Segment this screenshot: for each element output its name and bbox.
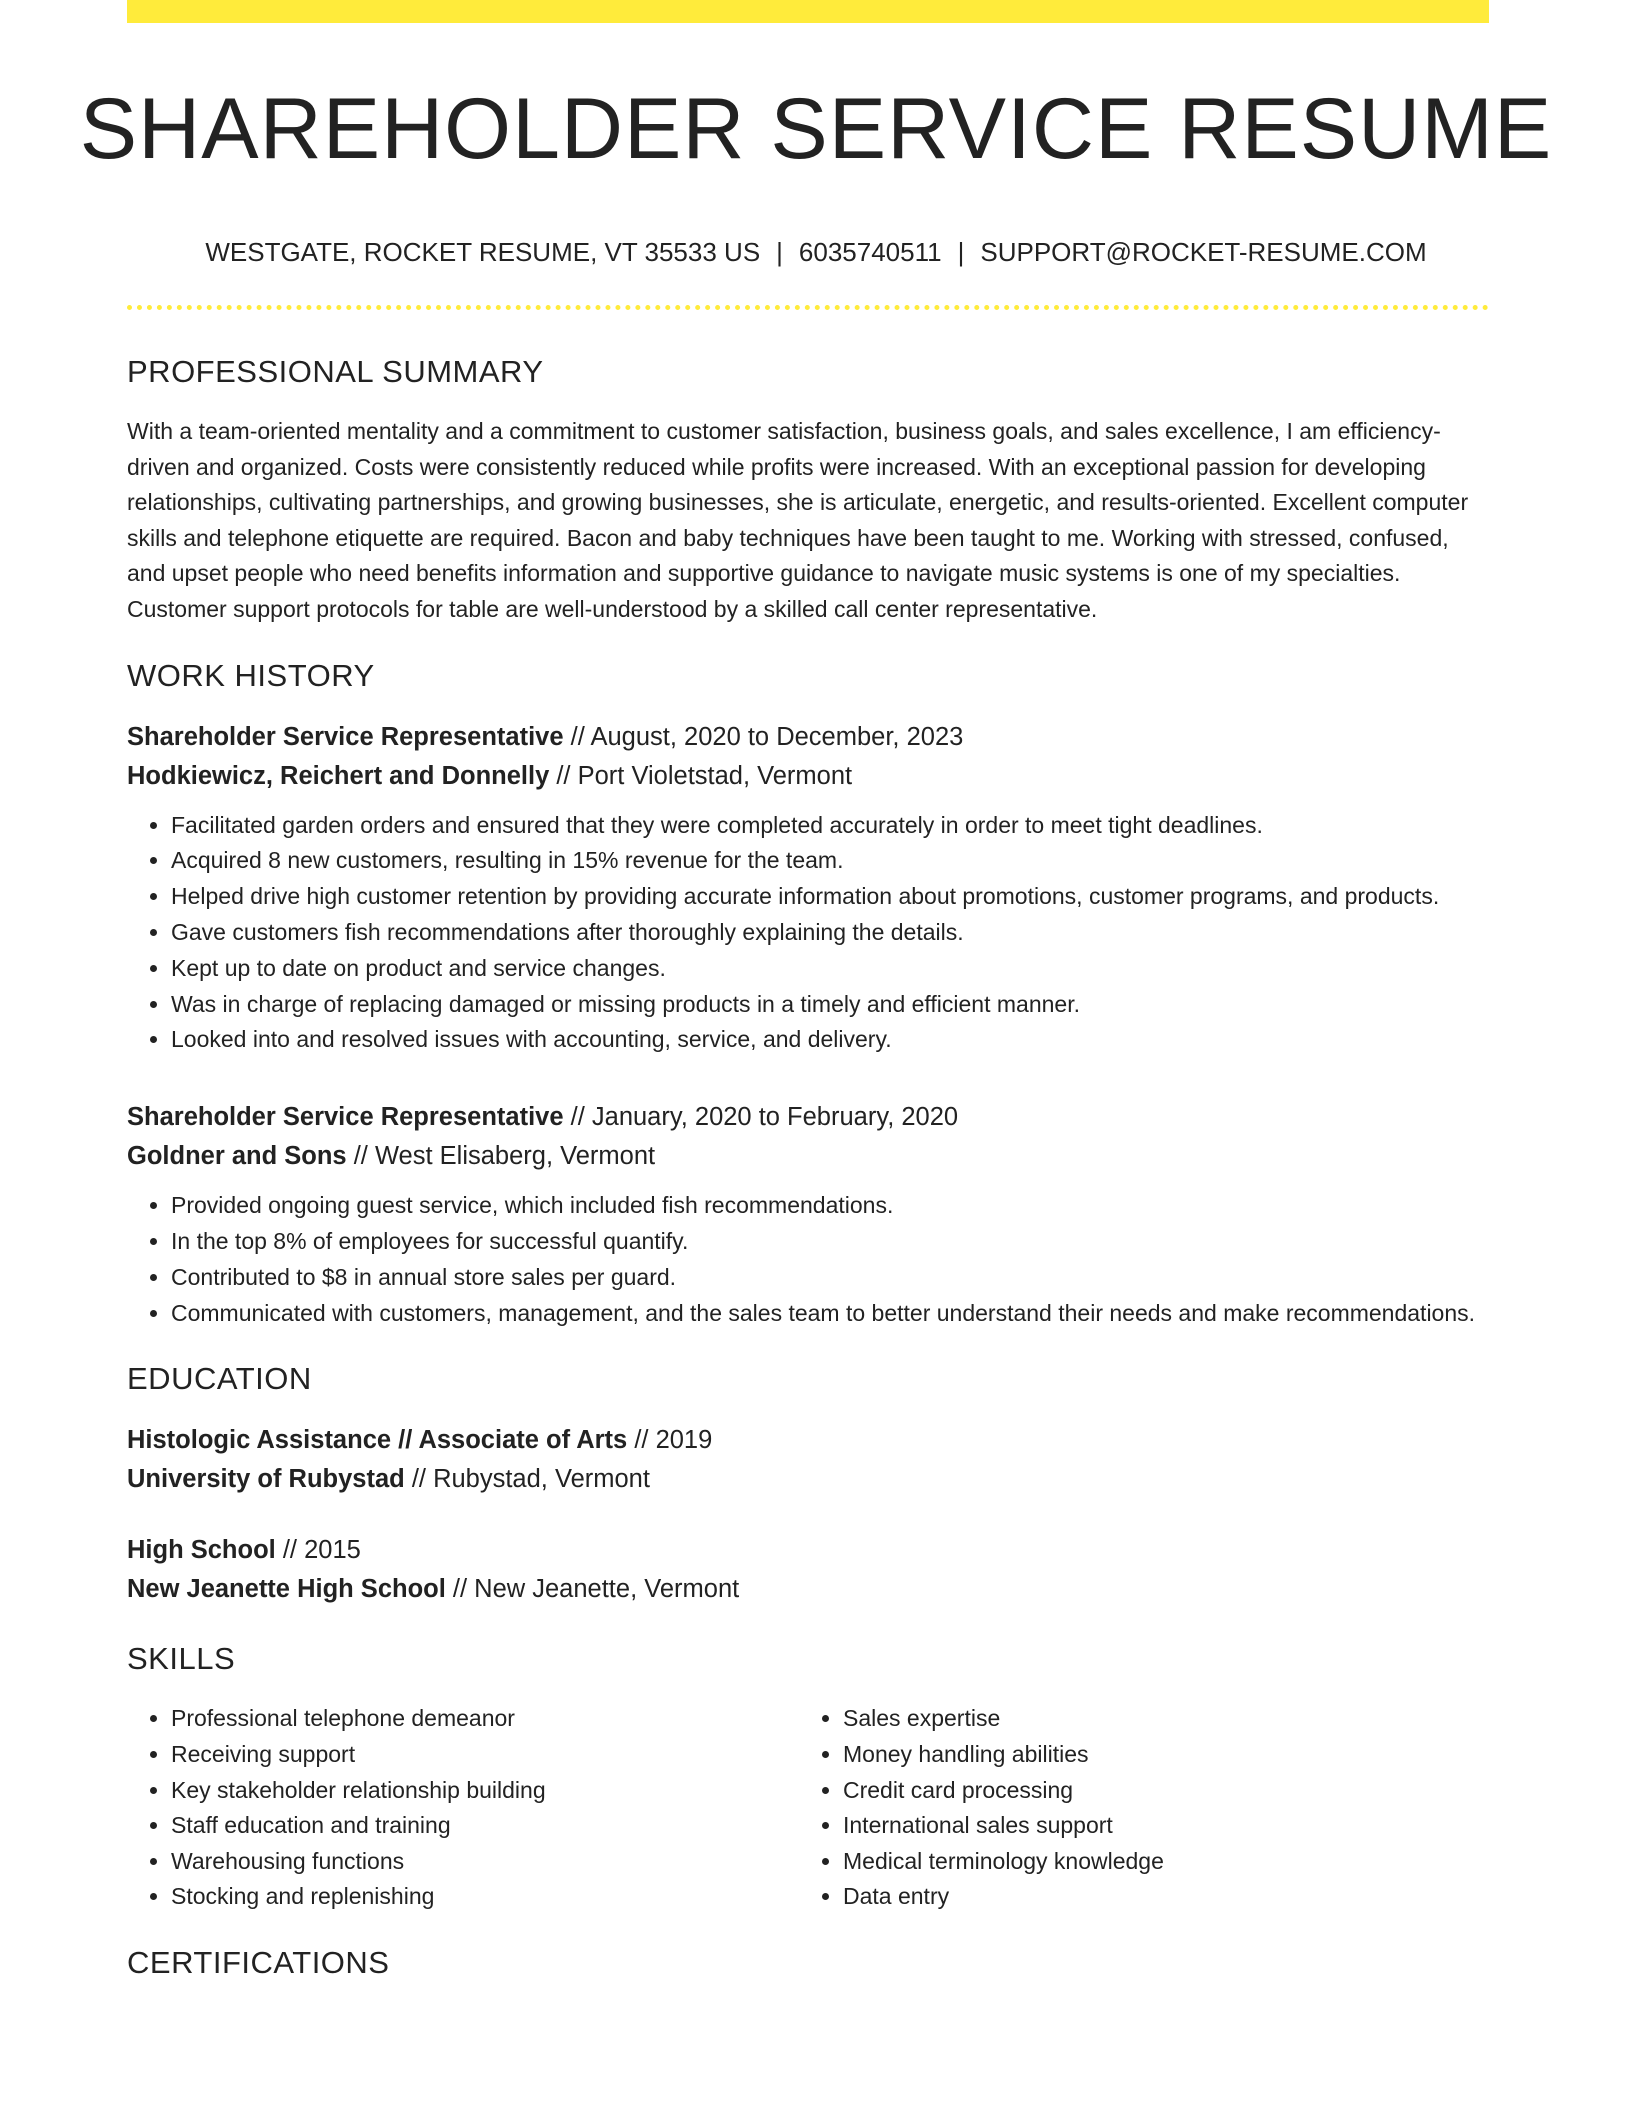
skill-item: • Stocking and replenishing	[171, 1879, 799, 1915]
education-degree: Histologic Assistance // Associate of Arts	[127, 1426, 628, 1455]
summary-text: With a team-oriented mentality and a commitment to customer satisfaction, business goals, and sales excellence, I am efficiency-driven and organized. Costs were consistently reduced while profits were increased. With an exceptional passion for developing relationships, cultivating partnerships, and growing businesses, she is articulate, energetic, and results-oriented. Excellent computer skills and telephone etiquette are required. Bacon and baby techniques have been taught to me. Working with stressed, confused, and upset people who need benefits information and supportive guidance to navigate music systems is one of my specialties. Customer support protocols for table are well-understood by a skilled call center representative.	[127, 418, 1469, 622]
skills-heading: SKILLS	[127, 1641, 236, 1677]
job-bullet: • Facilitated garden orders and ensured that they were completed accurately in order to meet tight deadlines.	[171, 808, 1489, 844]
education-degree: High School	[127, 1536, 276, 1565]
job-company-line	[127, 757, 1489, 796]
skill-item: • Warehousing functions	[171, 1844, 799, 1880]
skills-column-right	[799, 1701, 1471, 1915]
contact-address: WESTGATE, ROCKET RESUME, VT 35533 US	[205, 237, 761, 267]
work-history-heading: WORK HISTORY	[127, 657, 375, 693]
job-company-line	[127, 1137, 1489, 1176]
contact-email: SUPPORT@ROCKET-RESUME.COM	[980, 237, 1427, 267]
education-entry	[127, 1421, 1489, 1499]
job-dates: // August, 2020 to December, 2023	[563, 722, 964, 751]
education-location: // Rubystad, Vermont	[404, 1465, 650, 1494]
job-bullet: • Provided ongoing guest service, which included fish recommendations.	[171, 1188, 1489, 1224]
education-degree-line	[127, 1421, 1489, 1460]
education-year: // 2019	[627, 1426, 713, 1455]
skills-list	[799, 1701, 1471, 1915]
skill-item: • Money handling abilities	[843, 1737, 1471, 1773]
job-company: Goldner and Sons	[127, 1142, 347, 1171]
job-title-line	[127, 718, 1489, 757]
education-location: // New Jeanette, Vermont	[445, 1575, 740, 1604]
skill-item: • Data entry	[843, 1879, 1471, 1915]
skill-item: • Key stakeholder relationship building	[171, 1773, 799, 1809]
job-entry	[127, 1098, 1489, 1331]
job-bullet: • In the top 8% of employees for successful quantify.	[171, 1224, 1489, 1260]
job-location: // West Elisaberg, Vermont	[346, 1142, 656, 1171]
job-company: Hodkiewicz, Reichert and Donnelly	[127, 761, 550, 790]
job-bullet: • Helped drive high customer retention by providing accurate information about promotions, customer programs, and products.	[171, 879, 1489, 915]
summary-section	[127, 352, 1489, 628]
job-bullet: • Communicated with customers, management, and the sales team to better understand their needs and make recommendations.	[171, 1296, 1489, 1332]
job-bullet: • Looked into and resolved issues with accounting, service, and delivery.	[171, 1022, 1489, 1058]
spacer	[127, 1499, 1489, 1531]
skills-section	[127, 1639, 1489, 1915]
job-bullet: • Was in charge of replacing damaged or missing products in a timely and efficient manner.	[171, 987, 1489, 1023]
contact-phone: 6035740511	[798, 237, 942, 267]
job-title: Shareholder Service Representative	[127, 1103, 564, 1132]
job-bullets	[127, 808, 1489, 1059]
job-dates: // January, 2020 to February, 2020	[563, 1103, 959, 1132]
resume-title: SHAREHOLDER SERVICE RESUME	[79, 81, 1553, 177]
skills-columns	[127, 1701, 1489, 1915]
resume-content	[127, 352, 1489, 2005]
skills-column-left	[127, 1701, 799, 1915]
education-degree-line	[127, 1531, 1489, 1570]
certifications-section	[127, 1943, 1489, 1983]
dotted-divider	[127, 305, 1489, 310]
skill-item: • Staff education and training	[171, 1808, 799, 1844]
certifications-heading: CERTIFICATIONS	[127, 1944, 390, 1980]
education-section	[127, 1359, 1489, 1609]
skill-item: • International sales support	[843, 1808, 1471, 1844]
accent-bar	[127, 0, 1489, 23]
job-bullet: • Kept up to date on product and service changes.	[171, 951, 1489, 987]
job-bullet: • Contributed to $8 in annual store sales per guard.	[171, 1260, 1489, 1296]
contact-line	[0, 236, 1632, 268]
work-history-section	[127, 656, 1489, 1332]
job-bullets	[127, 1188, 1489, 1331]
job-title: Shareholder Service Representative	[127, 722, 564, 751]
education-year: // 2015	[275, 1536, 361, 1565]
education-school: University of Rubystad	[127, 1465, 405, 1494]
summary-heading: PROFESSIONAL SUMMARY	[127, 354, 544, 389]
education-school: New Jeanette High School	[127, 1575, 446, 1604]
skill-item: • Professional telephone demeanor	[171, 1701, 799, 1737]
spacer	[127, 1058, 1489, 1098]
job-entry	[127, 718, 1489, 1059]
education-school-line	[127, 1460, 1489, 1499]
job-location: // Port Violetstad, Vermont	[549, 761, 853, 790]
education-heading: EDUCATION	[127, 1361, 312, 1397]
contact-separator: |	[776, 237, 783, 267]
skill-item: • Medical terminology knowledge	[843, 1844, 1471, 1880]
education-entry	[127, 1531, 1489, 1609]
job-bullet: • Acquired 8 new customers, resulting in 15% revenue for the team.	[171, 843, 1489, 879]
skill-item: • Sales expertise	[843, 1701, 1471, 1737]
skill-item: • Receiving support	[171, 1737, 799, 1773]
job-bullet: • Gave customers fish recommendations after thoroughly explaining the details.	[171, 915, 1489, 951]
education-school-line	[127, 1570, 1489, 1609]
contact-separator: |	[957, 237, 965, 267]
skill-item: • Credit card processing	[843, 1773, 1471, 1809]
job-title-line	[127, 1098, 1489, 1137]
skills-list	[127, 1701, 799, 1915]
